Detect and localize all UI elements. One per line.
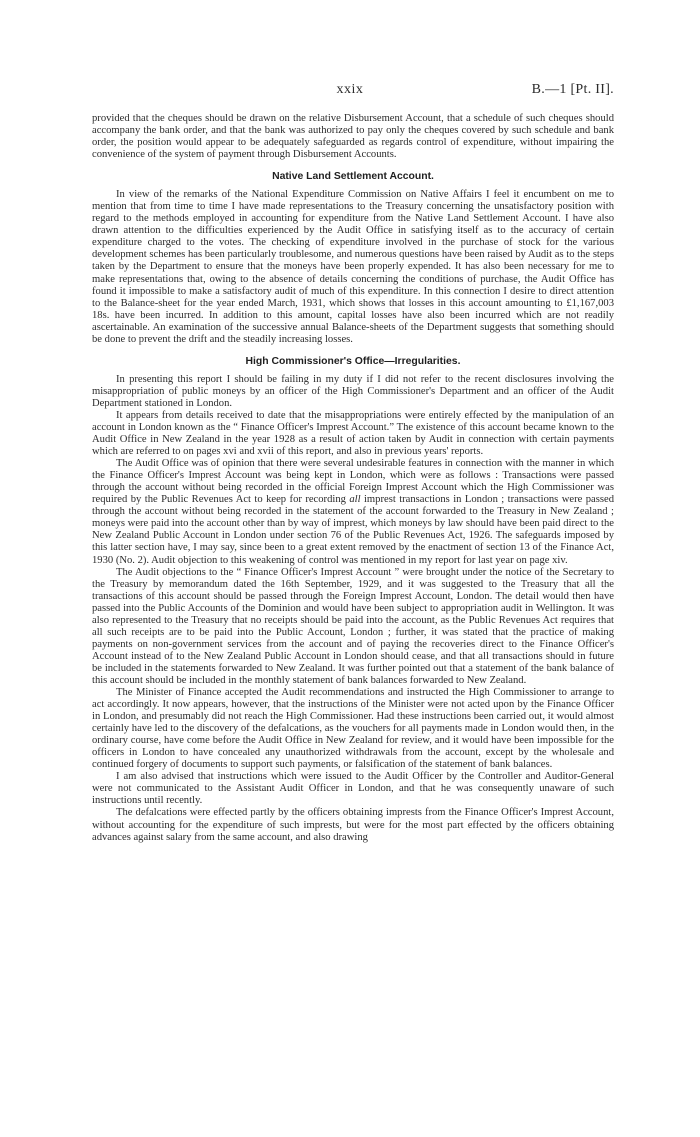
section-heading-high-commissioner: High Commissioner's Office—Irregularities. — [245, 355, 461, 367]
section-heading-native-land: Native Land Settlement Account. — [272, 171, 434, 183]
paragraph-audit-opinion-text-a: The Audit Office was of opinion that there were several undesirable features in connection with the manner in which the Finance Officer's Imprest Account was being kept in London, which were as follows : Transactions were passed through the account without being recorded in the official Foreign Imprest Account which the High Commissioner was required by the Public Revenues Act to keep for recording — [92, 458, 614, 506]
paragraph-misappropriations: It appears from details received to date that the misappropriations were entirely effected by the manipulation of an account in London known as the “ Finance Officer's Imprest Account.” The existence of this account became known to the Audit Office in New Zealand in the year 1928 as a result of action taken by Audit in connection with certain payments which are referred to on pages xvi and xvii of this report, and also in previous years' reports. — [92, 409, 614, 458]
page-header — [0, 82, 700, 102]
paragraph-audit-objections: The Audit objections to the “ Finance Officer's Imprest Account ” were brought under the notice of the Secretary to the Treasury by memorandum dated the 16th September, 1929, and it was suggested to the Treasury that all the transactions of this account should be passed through the Foreign Imprest Account, London. The detail would then have passed into the Public Accounts of the Dominion and would have been subject to appropriation audit in Wellington. It was also represented to the Treasury that no receipts should be paid into the account, as the Public Revenues Act requires that all such receipts are to be paid into the Public Account, London ; further, it was stated that the practice of making payments on non-government services from the account and of paying the recoveries direct to the Finance Officer's Account instead of to the New Zealand Public Account in London should cease, and that all transactions should in future be included in the statements forwarded to New Zealand. It was further pointed out that a statement of the bank balance of this account should be included in the monthly statement of bank balances forwarded to New Zealand. — [92, 566, 614, 686]
emphasis-all: all — [349, 494, 361, 506]
paragraph-continuation: provided that the cheques should be drawn on the relative Disbursement Account, that a schedule of such cheques should accompany the bank order, and that the bank was authorized to pay only the cheques covered by such schedule and bank order, the position would appear to be adequately safeguarded as regards control of expenditure, without impairing the convenience of the system of payment through Disbursement Accounts. — [92, 113, 614, 161]
paragraph-audit-opinion-text-b: imprest transactions in London ; transactions were passed through the account without being recorded in the statement of the account forwarded to the Treasury in New Zealand ; moneys were paid into the account other than by way of imprest, which moneys by law should have been paid direct to the New Zealand Public Account in London under section 76 of the Public Revenues Act, 1926. The safeguards imposed by this latter section have, I may say, since been to a great extent removed by the enactment of section 13 of the Finance Act, 1930 (No. 2). Audit objection to this weakening of control was mentioned in my report for last year on page xiv. — [92, 494, 614, 566]
paragraph-defalcations: The defalcations were effected partly by the officers obtaining imprests from the Finance Officer's Imprest Account, without accounting for the expenditure of such imprests, but were for the most part effected by the officers obtaining advances against salary from the same account, and also drawing — [92, 807, 614, 843]
page-number: xxix — [336, 82, 364, 97]
paragraph-presenting-report: In presenting this report I should be failing in my duty if I did not refer to the recent disclosures involving the misappropriation of public moneys by an officer of the High Commissioner's Department and an officer of the Audit Department stationed in London. — [92, 373, 614, 409]
paragraph-instructions-advised: I am also advised that instructions which were issued to the Audit Officer by the Controller and Auditor-General were not communicated to the Assistant Audit Officer in London, and that he was consequently unaware of such instructions until recently. — [92, 771, 614, 807]
paragraph-audit-opinion — [92, 458, 614, 566]
document-reference: B.—1 [Pt. II]. — [531, 82, 614, 97]
paragraph-native-land: In view of the remarks of the National Expenditure Commission on Native Affairs I feel it encumbent on me to mention that from time to time I have made representations to the Treasury concerning the unsatisfactory position with regard to the methods employed in accounting for expenditure from the Native Land Settlement Account. I have also drawn attention to the difficulties experienced by the Audit Office in satisfying itself as to the accuracy of certain expenditure charged to the votes. The checking of expenditure involved in the purchase of stock for the various development schemes has been particularly troublesome, and numerous questions have been raised by Audit as to the steps taken by the Department to ensure that the moneys have been properly expended. It has also been necessary for me to make representations that, owing to the absence of details concerning the conditions of purchase, the Audit Office has found it impossible to make a satisfactory audit of much of this expenditure. In this connection I desire to direct attention to the Balance-sheet for the year ended March, 1931, which shows that losses in this account amounting to £1,167,003 18s. have been incurred. In addition to this amount, capital losses have also been incurred which are not readily ascertainable. An examination of the successive annual Balance-sheets of the Department suggests that something should be done to prevent the drift and the steadily increasing losses. — [92, 189, 614, 345]
page-body — [92, 113, 614, 844]
paragraph-minister-of-finance: The Minister of Finance accepted the Audit recommendations and instructed the High Commissioner to arrange to act accordingly. It now appears, however, that the instructions of the Minister were not acted upon by the Finance Officer in London, and presumably did not reach the High Commissioner. Had these instructions been carried out, it would almost certainly have led to the discovery of the defalcations, as the vouchers for all payments made in London would then, in the ordinary course, have come before the Audit Office in New Zealand for review, and it would have been impossible for the officers in London to have concealed any unauthorized withdrawals from the account, except by the wholesale and continued forgery of documents to support such payments, or falsification of the statement of bank balances. — [92, 687, 614, 771]
